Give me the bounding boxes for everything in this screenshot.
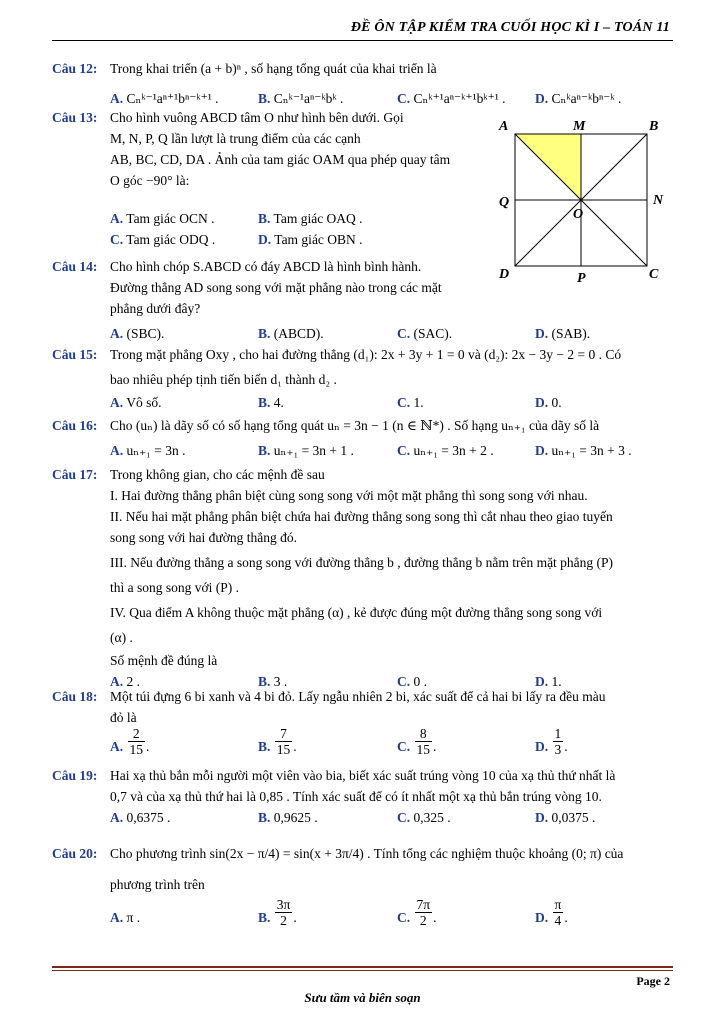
option-c[interactable]: C. $\frac{7\pi}{2}$ .: [397, 897, 437, 929]
header-title: ĐỀ ÔN TẬP KIỂM TRA CUỐI HỌC KÌ I – TOÁN 11: [350, 20, 670, 35]
question-label: Câu 14:: [52, 259, 98, 274]
options-row: [110, 899, 674, 937]
question-18: [52, 686, 674, 766]
label-o: O: [573, 207, 584, 222]
option-b[interactable]: B. 4.: [258, 395, 284, 410]
option-d[interactable]: D. $\frac{1}{3}$ .: [535, 726, 568, 758]
option-b[interactable]: B. Cₙᵏ⁻¹aⁿ⁻ᵏbᵏ .: [258, 91, 344, 106]
option-d[interactable]: D. uₙ₊₁ = 3n + 3 .: [535, 443, 632, 458]
footer-rule-thin: [52, 970, 673, 971]
options-row: [110, 323, 674, 344]
options-row: [110, 88, 674, 109]
statement-block: II. Nếu hai mặt phẳng phân biệt chứa hai đường thẳng song song thì cắt nhau theo giao tuyến song song với hai đường thẳng đó. III. Nếu đường thẳng a song song với đường thẳng b , đường thẳng b nằm trên mặt phẳng (P) thì a song song với (P) . IV. Qua điểm A không thuộc mặt phẳng (α) , kẻ được đúng một đường thẳng song song với (α) . Số mệnh đề đúng là: [110, 509, 614, 668]
options-row: [110, 728, 674, 766]
option-d[interactable]: D. 0.: [535, 395, 562, 410]
question-label: Câu 16:: [52, 418, 98, 433]
option-a[interactable]: A. 2 .: [110, 674, 140, 689]
question-text: Cho hình chóp S.ABCD có đáy ABCD là hình bình hành. Đường thẳng AD song song với mặt phẳng nào trong các mặt phẳng dưới đây?: [110, 259, 442, 316]
question-12: [52, 58, 674, 109]
option-a[interactable]: A. uₙ₊₁ = 3n .: [110, 443, 186, 458]
option-c[interactable]: C. uₙ₊₁ = 3n + 2 .: [397, 443, 494, 458]
option-c[interactable]: C. 1.: [397, 395, 424, 410]
label-q: Q: [499, 195, 510, 210]
question-14: [52, 256, 674, 344]
options-row: [110, 229, 490, 250]
question-text: Hai xạ thủ bắn mỗi người một viên vào bia, biết xác suất trúng vòng 10 của xạ thủ thứ nhất là 0,7 và của xạ thủ thứ hai là 0,85 . Tính xác suất để có ít nhất một xạ thủ bắn trúng vòng 10.: [110, 768, 616, 804]
option-d[interactable]: D. 0,0375 .: [535, 810, 596, 825]
question-text: Cho phương trình sin(2x − π/4) = sin(x + 3π/4) . Tính tổng các nghiệm thuộc khoảng (0; π) của phương trình trên: [110, 846, 624, 892]
option-c[interactable]: C. (SAC).: [397, 326, 453, 341]
option-b[interactable]: B. $\frac{3\pi}{2}$ .: [258, 897, 297, 929]
header-rule: [52, 40, 673, 41]
options-row: [110, 440, 674, 461]
options-row: [110, 392, 674, 413]
options-row: [110, 807, 674, 828]
question-16: [52, 415, 674, 461]
option-a[interactable]: A. Cₙᵏ⁻¹aⁿ⁺¹bⁿ⁻ᵏ⁺¹ .: [110, 91, 219, 106]
question-text: Trong khai triển (a + b)ⁿ , số hạng tổng quát của khai triển là: [110, 61, 437, 76]
question-text: Trong mặt phẳng Oxy , cho hai đường thẳng (d₁): 2x + 3y + 1 = 0 và (d₂): 2x − 3y − 2 = 0 . Có bao nhiêu phép tịnh tiến biến d₁ thành d₂ .: [110, 347, 622, 387]
option-a[interactable]: A. Vô số.: [110, 395, 162, 410]
footer-rule: [52, 966, 673, 968]
page-number: Page 2: [636, 974, 670, 988]
option-d[interactable]: D. Tam giác OBN .: [258, 232, 363, 247]
option-d[interactable]: D. 1.: [535, 674, 562, 689]
question-text: Cho hình vuông ABCD tâm O như hình bên dưới. Gọi M, N, P, Q lần lượt là trung điểm của các cạnh AB, BC, CD, DA . Ảnh của tam giác OAM qua phép quay tâm O góc −90° là:: [110, 110, 451, 188]
question-label: Câu 15:: [52, 347, 98, 362]
label-c: C: [649, 267, 659, 282]
option-d[interactable]: D. (SAB).: [535, 326, 591, 341]
label-d: D: [499, 267, 510, 282]
label-m: M: [573, 119, 586, 134]
option-a[interactable]: A. $\frac{2}{15}$ .: [110, 726, 150, 758]
option-a[interactable]: A. Tam giác OCN .: [110, 211, 215, 226]
question-label: Câu 12:: [52, 61, 98, 76]
option-c[interactable]: C. Cₙᵏ⁺¹aⁿ⁻ᵏ⁺¹bᵏ⁺¹ .: [397, 91, 506, 106]
option-b[interactable]: B. 3 .: [258, 674, 288, 689]
option-b[interactable]: B. (ABCD).: [258, 326, 324, 341]
question-text: Một túi đựng 6 bi xanh và 4 bi đỏ. Lấy ngẫu nhiên 2 bi, xác suất để cả hai bi lấy ra đều màu đỏ là: [110, 689, 606, 725]
option-b[interactable]: B. Tam giác OAQ .: [258, 211, 363, 226]
question-label: Câu 19:: [52, 768, 98, 783]
question-17: [52, 464, 674, 692]
option-b[interactable]: B. uₙ₊₁ = 3n + 1 .: [258, 443, 354, 458]
option-b[interactable]: B. 0,9625 .: [258, 810, 318, 825]
option-a[interactable]: A. (SBC).: [110, 326, 165, 341]
question-label: Câu 20:: [52, 846, 98, 861]
label-p: P: [577, 271, 586, 286]
option-c[interactable]: C. 0,325 .: [397, 810, 451, 825]
option-b[interactable]: B. $\frac{7}{15}$ .: [258, 726, 297, 758]
question-20: [52, 843, 674, 937]
option-c[interactable]: C. 0 .: [397, 674, 427, 689]
option-d[interactable]: D. Cₙᵏaⁿ⁻ᵏbⁿ⁻ᵏ .: [535, 91, 622, 106]
option-a[interactable]: A. 0,6375 .: [110, 810, 171, 825]
question-label: Câu 13:: [52, 110, 98, 125]
question-text: Trong không gian, cho các mệnh đề sau I. Hai đường thẳng phân biệt cùng song song với một mặt phẳng thì song song với nhau.: [110, 467, 588, 503]
question-19: [52, 765, 674, 828]
question-label: Câu 18:: [52, 689, 98, 704]
option-c[interactable]: C. $\frac{8}{15}$ .: [397, 726, 437, 758]
footer-note: Sưu tầm và biên soạn: [304, 990, 421, 1005]
options-row: [110, 208, 490, 229]
label-a: A: [499, 119, 509, 134]
option-d[interactable]: D. $\frac{\pi}{4}$ .: [535, 897, 568, 929]
option-c[interactable]: C. Tam giác ODQ .: [110, 232, 216, 247]
label-b: B: [649, 119, 659, 134]
question-label: Câu 17:: [52, 467, 98, 482]
question-text: Cho (uₙ) là dãy số có số hạng tổng quát uₙ = 3n − 1 (n ∈ ℕ*) . Số hạng uₙ₊₁ của dãy số là: [110, 418, 600, 433]
option-a[interactable]: A. π .: [110, 910, 141, 925]
question-15: [52, 344, 674, 413]
label-n: N: [653, 193, 664, 208]
